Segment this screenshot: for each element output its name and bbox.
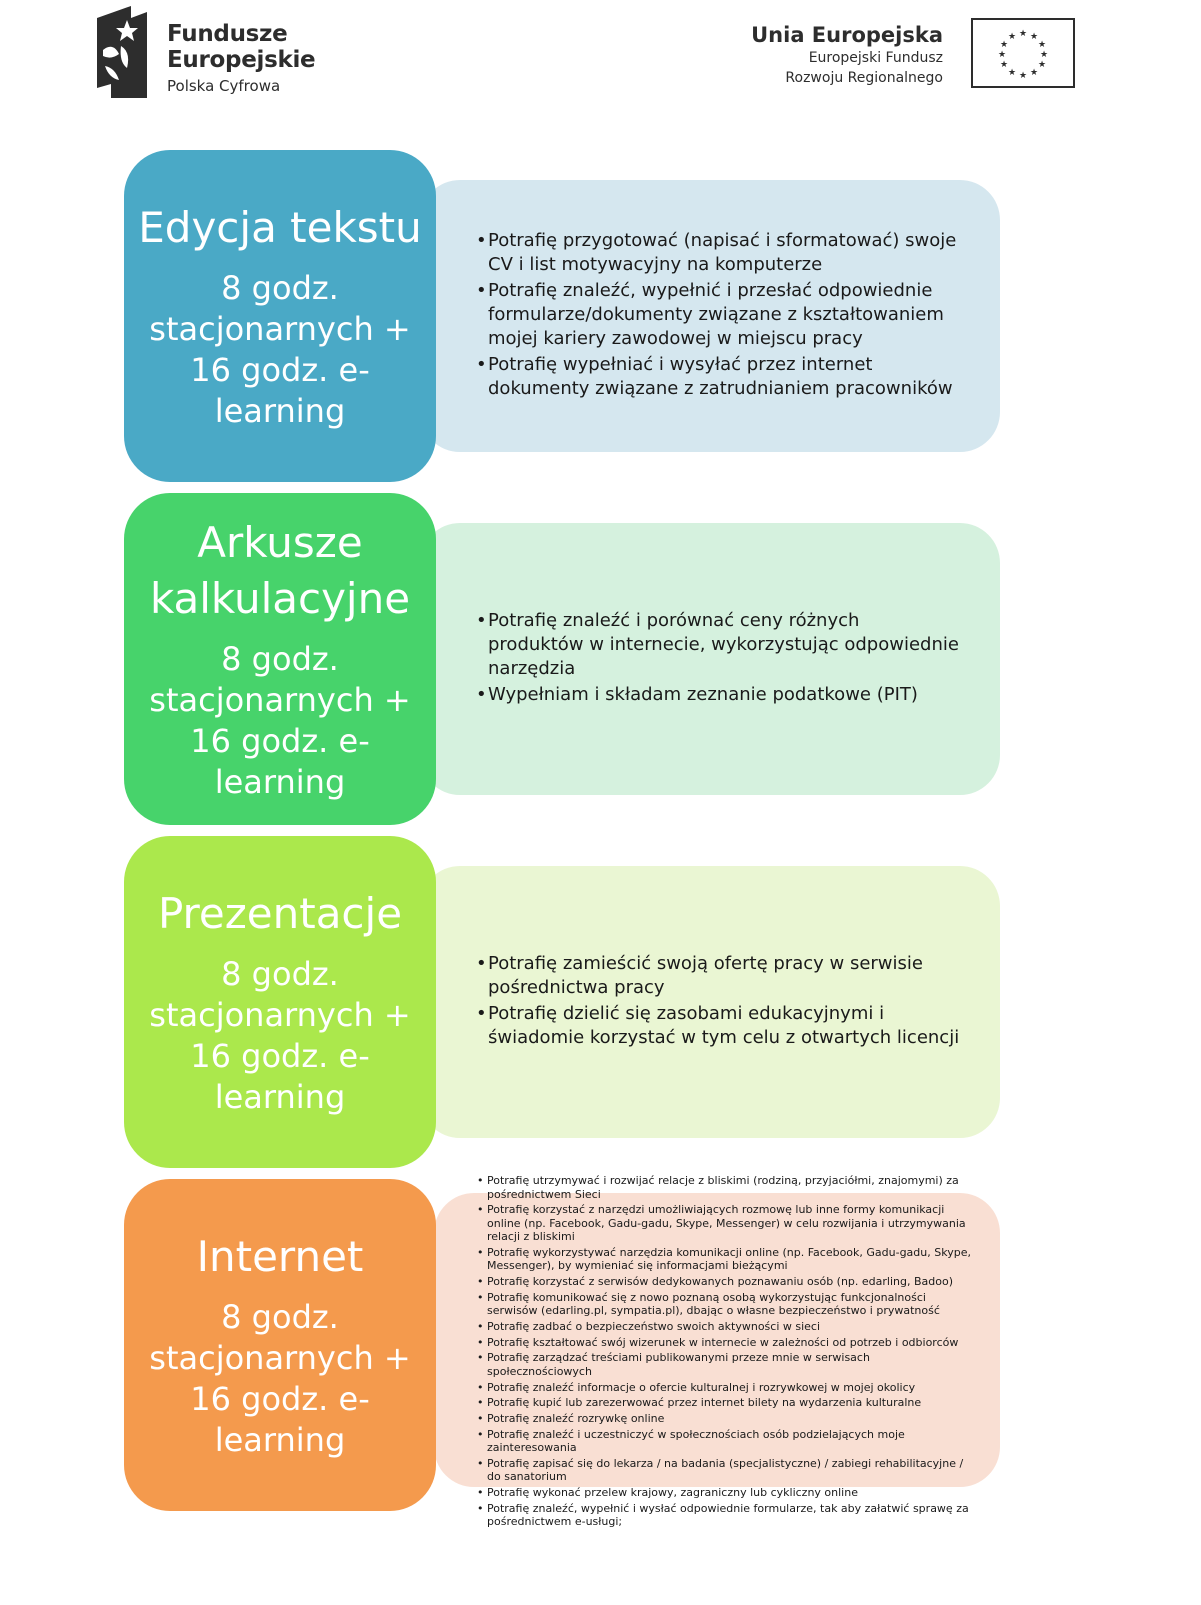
list-item: • Potrafię wypełniać i wysyłać przez internet dokumenty związane z zatrudnianiem pracowników [478, 353, 960, 401]
list-item: • Potrafię korzystać z serwisów dedykowanych poznawaniu osób (np. edarling, Badoo) [477, 1275, 977, 1289]
svg-text:★: ★ [1018, 29, 1028, 39]
internet-bullet-list [477, 1174, 977, 1531]
list-item: • Potrafię komunikować się z nowo poznaną osobą wykorzystując funkcjonalności serwisów (edarling.pl, sympatia.pl), dbając o własne bezpieczeństwo i prywatność [477, 1291, 977, 1318]
list-item: • Potrafię korzystać z narzędzi umożliwiających rozmowę lub inne formy komunikacji online (np. Facebook, Gadu-gadu, Skype, Messenger) w celu rozwijania i utrzymywania relacji z bliskimi [477, 1203, 977, 1244]
list-item: • Potrafię wykorzystywać narzędzia komunikacji online (np. Facebook, Gadu-gadu, Skype, Messenger), by wymieniać się informacjami bieżącymi [477, 1246, 977, 1273]
bullet-list [420, 952, 1000, 1052]
list-item: • Potrafię zarządzać treściami publikowanymi przeze mnie w serwisach społecznościowych [477, 1351, 977, 1378]
section-title: Prezentacje [157, 889, 403, 938]
list-item: • Potrafię zapisać się do lekarza / na badania (specjalistyczne) / zabiegi rehabilitacyjne / do sanatorium [477, 1457, 977, 1484]
list-item: • Potrafię znaleźć rozrywkę online [477, 1412, 977, 1426]
section-header-box [124, 836, 436, 1168]
bullet-list [420, 609, 1000, 709]
list-item: • Potrafię przygotować (napisać i sformatować) swoje CV i list motywacyjny na komputerze [478, 229, 960, 277]
section-prezentacje [124, 836, 1002, 1168]
svg-text:★: ★ [1029, 68, 1039, 78]
fe-logo-line3: Polska Cyfrowa [167, 77, 281, 95]
list-item: • Potrafię wykonać przelew krajowy, zagraniczny lub cykliczny online [477, 1486, 977, 1500]
svg-text:★: ★ [999, 60, 1009, 70]
list-item: • Potrafię znaleźć i uczestniczyć w społecznościach osób podzielających moje zainteresowania [477, 1428, 977, 1455]
section-header-box [124, 150, 436, 482]
svg-text:★: ★ [1029, 32, 1039, 42]
list-item: • Potrafię znaleźć, wypełnić i przesłać odpowiednie formularze/dokumenty związane z kształtowaniem mojej kariery zawodowej w miejscu pracy [478, 279, 960, 351]
svg-text:★: ★ [1037, 40, 1047, 50]
list-item: • Potrafię znaleźć i porównać ceny różnych produktów w internecie, wykorzystując odpowiednie narzędzia [478, 609, 960, 681]
section-hours: 8 godz. stacjonarnych + 16 godz. e-learning [149, 955, 411, 1116]
fundusze-logo-icon [97, 6, 147, 98]
eu-subtitle-2: Rozwoju Regionalnego [785, 70, 943, 86]
list-item: • Potrafię kupić lub zarezerwować przez internet bilety na wydarzenia kulturalne [477, 1396, 977, 1410]
section-edycja-tekstu [124, 150, 1002, 482]
list-item: • Potrafię znaleźć informacje o ofercie kulturalnej i rozrywkowej w mojej okolicy [477, 1381, 977, 1395]
section-hours: 8 godz. stacjonarnych + 16 godz. e-learning [149, 269, 411, 430]
bullet-list [420, 229, 1000, 403]
svg-text:★: ★ [1018, 71, 1028, 81]
list-item: • Potrafię dzielić się zasobami edukacyjnymi i świadomie korzystać w tym celu z otwartych licencji [478, 1002, 960, 1050]
section-title: Edycja tekstu [138, 203, 422, 252]
eu-subtitle-1: Europejski Fundusz [808, 50, 943, 66]
fundusze-europejskie-logo [97, 6, 316, 98]
svg-text:★: ★ [1039, 50, 1049, 60]
section-hours: 8 godz. stacjonarnych + 16 godz. e-learning [149, 640, 411, 801]
section-header-box [124, 493, 436, 825]
svg-text:★: ★ [997, 50, 1007, 60]
section-hours: 8 godz. stacjonarnych + 16 godz. e-learning [149, 1298, 411, 1459]
eu-logo [675, 18, 1075, 90]
section-title: Internet [196, 1232, 364, 1281]
section-arkusze-kalkulacyjne [124, 493, 1002, 825]
section-content-box [420, 180, 1000, 452]
list-item: • Potrafię utrzymywać i rozwijać relacje z bliskimi (rodziną, przyjaciółmi, znajomymi) za pośrednictwem Sieci [477, 1174, 977, 1201]
section-header-box [124, 1179, 436, 1511]
list-item: • Potrafię kształtować swój wizerunek w internecie w zależności od potrzeb i odbiorców [477, 1336, 977, 1350]
list-item: • Wypełniam i składam zeznanie podatkowe (PIT) [478, 683, 960, 707]
fe-logo-line2: Europejskie [167, 47, 316, 73]
svg-text:★: ★ [1037, 60, 1047, 70]
list-item: • Potrafię znaleźć, wypełnić i wysłać odpowiednie formularze, tak aby załatwić sprawę za pośrednictwem e-usługi; [477, 1502, 977, 1529]
section-content-box [420, 866, 1000, 1138]
svg-text:★: ★ [1007, 68, 1017, 78]
eu-flag-icon [971, 18, 1075, 88]
section-content-box [420, 523, 1000, 795]
eu-title: Unia Europejska [751, 23, 943, 47]
svg-text:★: ★ [999, 40, 1009, 50]
list-item: • Potrafię zadbać o bezpieczeństwo swoich aktywności w sieci [477, 1320, 977, 1334]
svg-text:★: ★ [1007, 32, 1017, 42]
list-item: • Potrafię zamieścić swoją ofertę pracy w serwisie pośrednictwa pracy [478, 952, 960, 1000]
fe-logo-line1: Fundusze [167, 21, 288, 47]
section-title: Arkusze kalkulacyjne [149, 518, 411, 623]
